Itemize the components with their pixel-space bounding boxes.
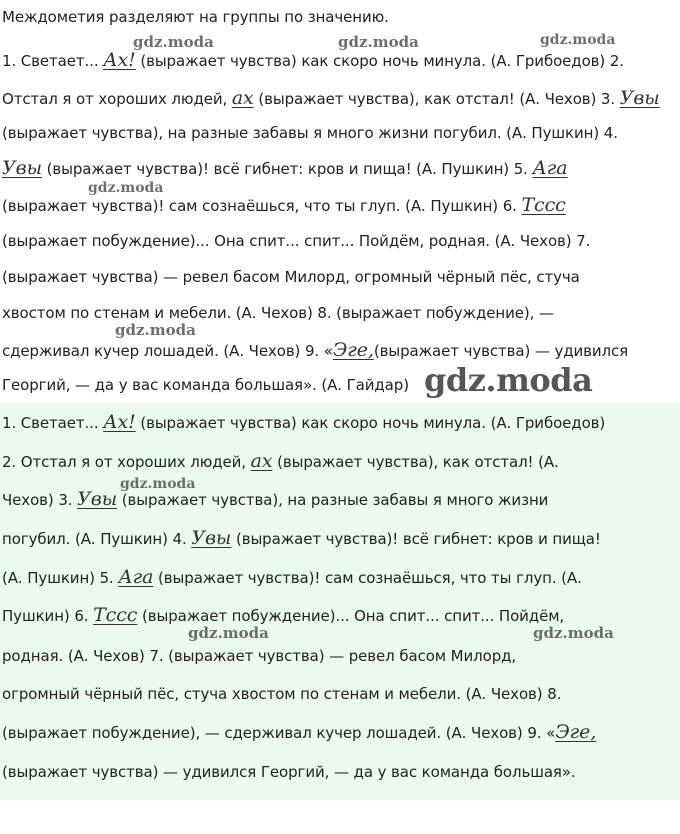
- text-fragment: хвостом по стенам и мебели. (А. Чехов) 8. (выражает побуждение), —: [2, 304, 554, 322]
- interjection: Ах!: [103, 49, 136, 71]
- text-fragment: (выражает чувства)! всё гибнет: кров и пища!: [231, 530, 601, 548]
- text-line: [2, 123, 618, 143]
- watermark-large: gdz.moda: [424, 361, 593, 399]
- text-line: [2, 412, 605, 433]
- answer-section: [0, 403, 680, 800]
- interjection: Тссс: [521, 194, 566, 216]
- section-heading: Междометия разделяют на группы по значению.: [2, 8, 389, 26]
- interjection: Ага: [532, 157, 568, 179]
- text-line: [2, 489, 548, 510]
- watermark: gdz.moda: [533, 624, 614, 642]
- text-fragment: (выражает чувства), на разные забавы я много жизни: [117, 491, 549, 509]
- text-line: [2, 684, 561, 704]
- text-fragment: (выражает побуждение), — сдерживал кучер лошадей. (А. Чехов) 9. «: [2, 724, 556, 742]
- text-fragment: (выражает чувства) как скоро ночь минула. (А. Грибоедов) 2.: [135, 52, 624, 70]
- header-line: [2, 7, 389, 27]
- text-fragment: погубил. (А. Пушкин) 4.: [2, 530, 192, 548]
- text-fragment: Пушкин) 6.: [2, 607, 94, 625]
- text-fragment: 1. Светает...: [2, 52, 104, 70]
- text-line: [2, 646, 516, 666]
- interjection: Увы: [191, 527, 232, 549]
- text-line: [2, 267, 580, 287]
- text-line: [2, 195, 566, 216]
- interjection: Увы: [619, 87, 660, 109]
- interjection: Эге,: [555, 721, 597, 743]
- text-line: [2, 231, 590, 251]
- watermark: gdz.moda: [133, 33, 214, 51]
- text-fragment: (выражает побуждение)... Она спит... спит... Пойдём,: [137, 607, 565, 625]
- text-line: [2, 451, 559, 472]
- text-fragment: (выражает чувства), как отстал! (А.: [272, 453, 559, 471]
- text-fragment: Отстал я от хороших людей,: [2, 90, 232, 108]
- watermark: gdz.moda: [88, 180, 164, 196]
- text-line: [2, 375, 409, 395]
- text-fragment: 2. Отстал я от хороших людей,: [2, 453, 251, 471]
- text-fragment: 1. Светает...: [2, 414, 104, 432]
- text-fragment: (А. Пушкин) 5.: [2, 569, 119, 587]
- text-fragment: (выражает чувства), как отстал! (А. Чехов) 3.: [253, 90, 620, 108]
- text-fragment: (выражает чувства) — удивился Георгий, — да у вас команда большая».: [2, 763, 576, 781]
- text-fragment: (выражает чувства) — удивился: [373, 342, 629, 360]
- text-fragment: сдерживал кучер лошадей. (А. Чехов) 9. «: [2, 342, 333, 360]
- text-line: [2, 722, 596, 743]
- text-line: [2, 567, 582, 588]
- text-line: [2, 528, 601, 549]
- text-fragment: (выражает чувства), на разные забавы я много жизни погубил. (А. Пушкин) 4.: [2, 124, 618, 142]
- text-line: [2, 605, 564, 626]
- interjection: Тссс: [93, 604, 138, 626]
- text-fragment: (выражает чувства)! сам сознаёшься, что ты глуп. (А. Пушкин) 6.: [2, 197, 522, 215]
- interjection: ах: [250, 450, 273, 472]
- watermark: gdz.moda: [115, 321, 196, 339]
- text-fragment: родная. (А. Чехов) 7. (выражает чувства) — ревел басом Милорд,: [2, 647, 517, 665]
- text-line: [2, 762, 576, 782]
- interjection: Эге,: [332, 339, 374, 361]
- interjection: Увы: [2, 157, 42, 179]
- text-fragment: (выражает чувства) как скоро ночь минула. (А. Грибоедов): [135, 414, 606, 432]
- watermark: gdz.moda: [338, 33, 419, 51]
- text-line: [2, 158, 568, 179]
- text-fragment: Чехов) 3.: [2, 491, 78, 509]
- text-line: [2, 303, 554, 323]
- text-line: [2, 88, 660, 109]
- text-fragment: (выражает чувства)! всё гибнет: кров и пища! (А. Пушкин) 5.: [41, 160, 533, 178]
- question-section: [0, 0, 680, 403]
- watermark: gdz.moda: [540, 32, 616, 48]
- text-fragment: (выражает чувства) — ревел басом Милорд, огромный чёрный пёс, стуча: [2, 268, 580, 286]
- interjection: Ах!: [103, 411, 136, 433]
- interjection: ах: [231, 87, 254, 109]
- text-line: [2, 50, 624, 71]
- watermark: gdz.moda: [120, 476, 196, 492]
- text-fragment: огромный чёрный пёс, стуча хвостом по стенам и мебели. (А. Чехов) 8.: [2, 685, 562, 703]
- text-fragment: (выражает чувства)! сам сознаёшься, что ты глуп. (А.: [153, 569, 582, 587]
- text-fragment: (выражает побуждение)... Она спит... спит... Пойдём, родная. (А. Чехов) 7.: [2, 232, 591, 250]
- interjection: Увы: [77, 488, 118, 510]
- text-fragment: Георгий, — да у вас команда большая». (А. Гайдар): [2, 376, 409, 394]
- interjection: Ага: [118, 566, 154, 588]
- watermark: gdz.moda: [188, 624, 269, 642]
- text-line: [2, 340, 628, 361]
